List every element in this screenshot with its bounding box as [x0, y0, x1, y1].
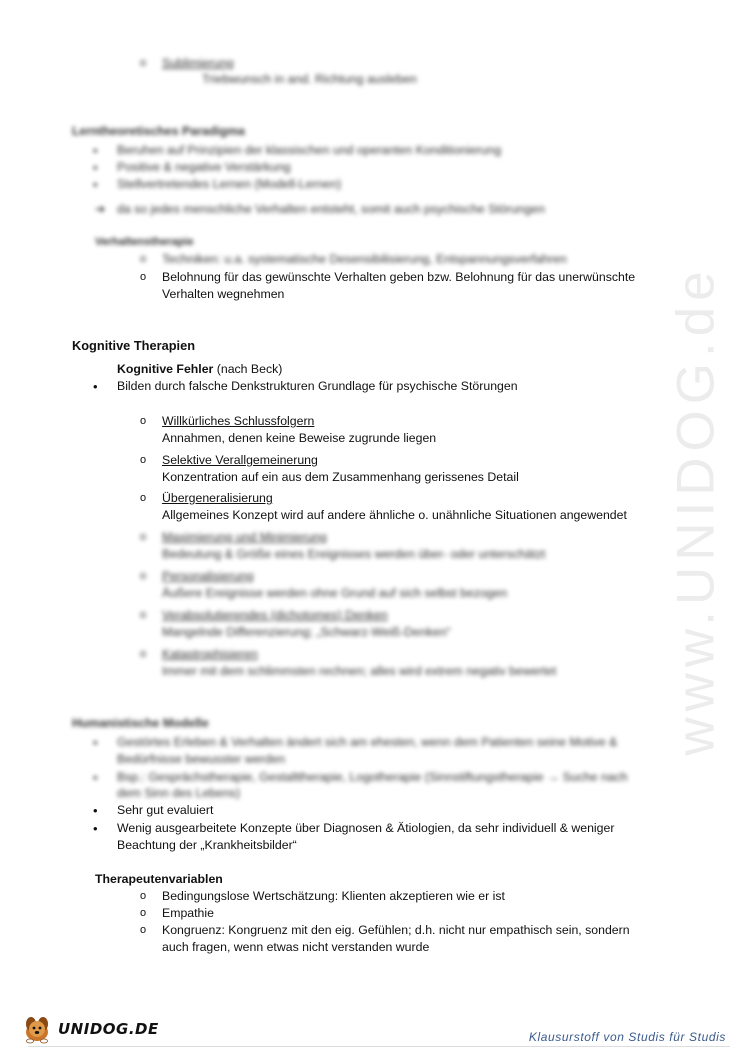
reward-line-2: Verhalten wegnehmen: [162, 287, 285, 301]
cognitive-sub-bold: Kognitive Fehler: [117, 362, 214, 376]
dog-icon: [20, 1012, 54, 1046]
section-heading-humanistic: Humanistische Modelle: [72, 716, 209, 730]
list-item-desc: Triebwunsch in and. Richtung ausleben: [202, 72, 417, 86]
error-title: Verabsolutierendes (dichotomes) Denken: [162, 608, 388, 622]
list-circle-icon: o: [140, 890, 147, 902]
bullet-icon: •: [93, 821, 98, 836]
bullet-icon: •: [93, 803, 98, 818]
list-circle-icon: o: [140, 415, 147, 427]
bullet-text: Wenig ausgearbeitete Konzepte über Diagnosen & Ätiologien, da sehr individuell & weniger: [117, 821, 615, 835]
footer-divider: [28, 1046, 730, 1047]
error-title: Personalisierung: [162, 569, 254, 583]
subheading: Verhaltenstherapie: [95, 236, 194, 248]
error-desc: Bedeutung & Größe eines Ereignisses werden über- oder unterschätzt: [162, 547, 546, 561]
bullet-text: Stellvertretendes Lernen (Modell-Lernen): [117, 177, 342, 191]
bullet-icon: •: [93, 735, 98, 750]
error-desc: Immer mit dem schlimmsten rechnen; alles wird extrem negativ bewertet: [162, 664, 557, 678]
list-circle-icon: o: [140, 492, 147, 504]
watermark-text: www.UNIDOG.de: [666, 264, 726, 756]
unidog-logo: [20, 1012, 159, 1046]
therapist-item: Empathie: [162, 906, 214, 920]
error-desc: Konzentration auf ein aus dem Zusammenhang gerissenes Detail: [162, 470, 519, 484]
error-desc: Äußere Ereignisse werden ohne Grund auf sich selbst bezogen: [162, 586, 508, 600]
bullet-icon: •: [93, 177, 98, 192]
error-title: Willkürliches Schlussfolgern: [162, 414, 315, 428]
error-desc: Annahmen, denen keine Beweise zugrunde liegen: [162, 431, 437, 445]
bullet-text: Beruhen auf Prinzipien der klassischen und operanten Konditionierung: [117, 143, 502, 157]
list-circle-icon: o: [140, 907, 147, 919]
list-item-text: Techniken: u.a. systematische Desensibilisierung, Entspannungsverfahren: [162, 252, 567, 266]
watermark: [666, 264, 726, 756]
list-circle-icon: o: [140, 57, 147, 69]
bullet-text-cont: dem Sinn des Lebens): [117, 786, 241, 800]
bullet-icon: •: [93, 143, 98, 158]
error-title: Katastrophisieren: [162, 647, 258, 661]
bullet-text: Sehr gut evaluiert: [117, 803, 214, 817]
error-title: Selektive Verallgemeinerung: [162, 453, 318, 467]
bullet-text: Bilden durch falsche Denkstrukturen Grundlage für psychische Störungen: [117, 379, 518, 393]
list-circle-icon: o: [140, 253, 147, 265]
list-circle-icon: o: [140, 924, 147, 936]
bullet-text-cont: Beachtung der „Krankheitsbilder“: [117, 838, 297, 852]
bullet-icon: •: [93, 160, 98, 175]
section-heading-cognitive: Kognitive Therapien: [72, 338, 196, 353]
bullet-text: Positive & negative Verstärkung: [117, 160, 291, 174]
bullet-text: Gestörtes Erleben & Verhalten ändert sich am ehesten, wenn dem Patienten seine Motive &: [117, 735, 618, 749]
cognitive-sub-rest: (nach Beck): [213, 362, 283, 376]
therapist-heading: Therapeutenvariablen: [95, 872, 223, 886]
section-heading: Lerntheoretisches Paradigma: [72, 124, 245, 138]
logo-text: UNIDOG.DE: [58, 1020, 159, 1038]
list-circle-icon: o: [140, 609, 147, 621]
list-circle-icon: o: [140, 271, 147, 283]
list-circle-icon: o: [140, 454, 147, 466]
error-desc: Allgemeines Konzept wird auf andere ähnliche o. unähnliche Situationen angewendet: [162, 508, 627, 522]
therapist-item: Bedingungslose Wertschätzung: Klienten akzeptieren wie er ist: [162, 889, 505, 903]
list-circle-icon: o: [140, 648, 147, 660]
therapist-item-cont: auch fragen, wenn etwas nicht verstanden wurde: [162, 940, 430, 954]
list-item-title: Sublimierung: [162, 56, 234, 70]
bullet-text-cont: Bedürfnisse bewusster werden: [117, 752, 286, 766]
bullet-text: Bsp.: Gesprächstherapie, Gestalttherapie, Logotherapie (Sinnstiftungstherapie → Suche nach: [117, 770, 628, 784]
therapist-item: Kongruenz: Kongruenz mit den eig. Gefühlen; d.h. nicht nur empathisch sein, sondern: [162, 923, 630, 937]
footer-tagline: Klausurstoff von Studis für Studis: [528, 1030, 726, 1044]
arrow-icon: ➔: [95, 202, 106, 216]
list-circle-icon: o: [140, 531, 147, 543]
error-desc: Mangelnde Differenzierung; „Schwarz-Weiß-Denken“: [162, 625, 451, 639]
error-title: Übergeneralisierung: [162, 491, 273, 505]
list-circle-icon: o: [140, 570, 147, 582]
bullet-icon: •: [93, 379, 98, 394]
reward-line-1: Belohnung für das gewünschte Verhalten geben bzw. Belohnung für das unerwünschte: [162, 270, 636, 284]
cognitive-subheading: [117, 362, 282, 377]
bullet-icon: •: [93, 770, 98, 785]
arrow-text: da so jedes menschliche Verhalten entsteht, somit auch psychische Störungen: [117, 202, 545, 216]
error-title: Maximierung und Minimierung: [162, 530, 327, 544]
